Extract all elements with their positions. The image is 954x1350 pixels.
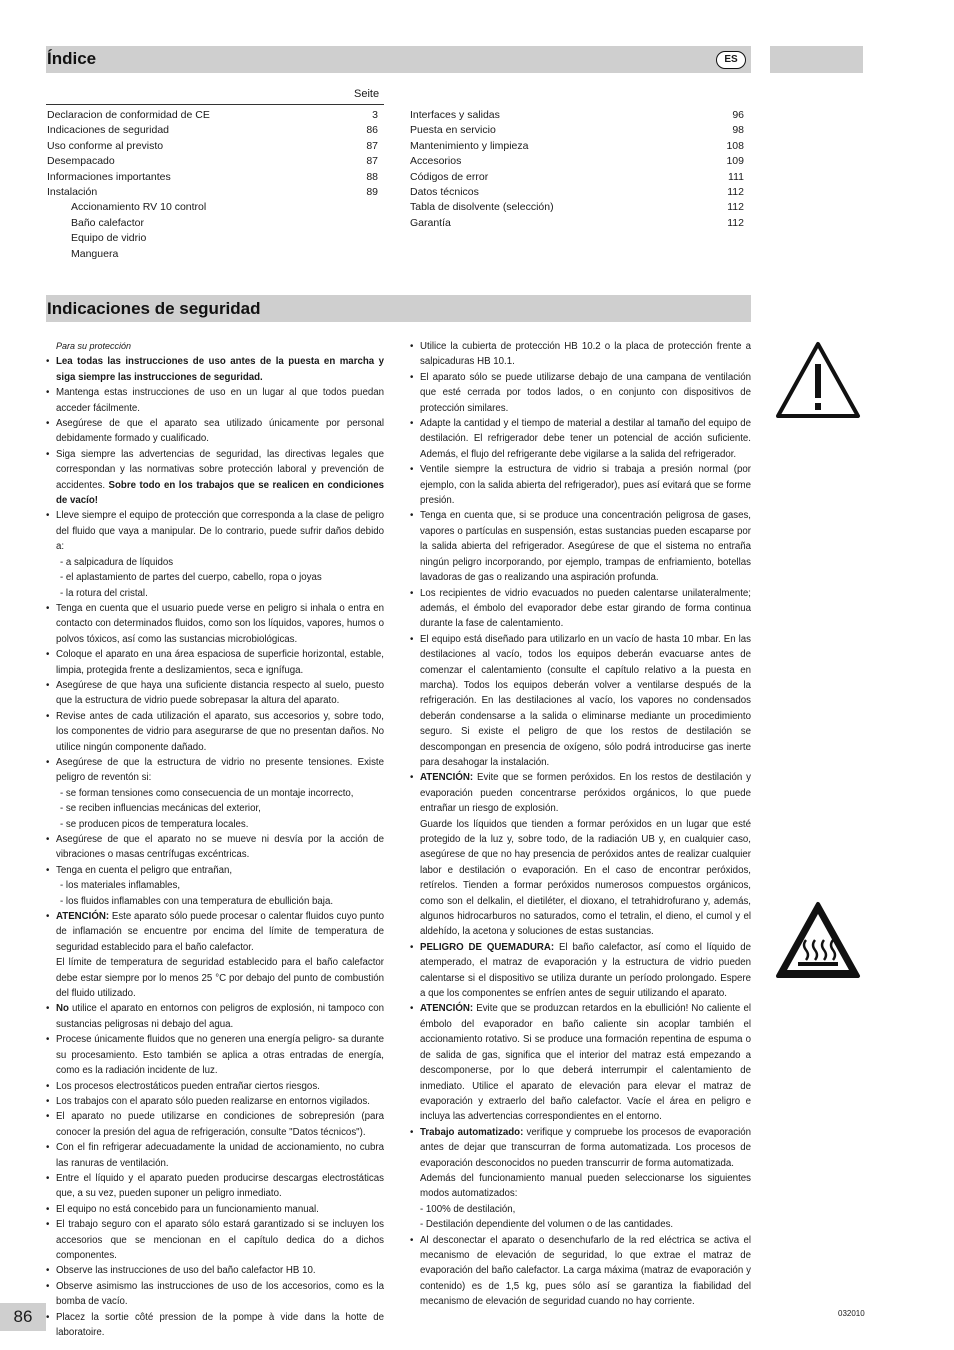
toc-entry-page: 87 [366, 155, 378, 168]
safety-paragraph [46, 786, 384, 801]
safety-paragraph [410, 1202, 751, 1217]
safety-paragraph [410, 1171, 751, 1202]
safety-paragraph [410, 1217, 751, 1232]
safety-text: El aparato no puede utilizarse en condiciones de sobrepresión (para conocer la presión del agua de refrigeración, consulte "Datos técnicos"). [56, 1111, 384, 1138]
toc-entry [410, 108, 744, 123]
safety-text: Coloque el aparato en una área espaciosa de superficie horizontal, estable, limpia, protegida frente a deslizamientos, seca e ignífuga. [56, 649, 384, 676]
toc-entry-label: Accesorios [410, 155, 462, 168]
toc-entry [47, 170, 378, 185]
safety-bullet [410, 370, 751, 416]
toc-entry-label: Tabla de disolvente (selección) [410, 201, 554, 214]
safety-text: El aparato sólo se puede utilizarse debajo de una campana de ventilación que esté cerrada por todos lados, o en conjunto con dispositivos de protección similares. [420, 371, 751, 414]
safety-bullet [46, 1171, 384, 1202]
toc-entry-page: 112 [727, 186, 744, 199]
safety-text: Asegúrese de que haya una suficiente distancia respecto al suelo, puesto que la estructura de vidrio puede sobrepasar la altura del aparato. [56, 679, 384, 707]
safety-text: - se forman tensiones como consecuencia de un montaje incorrecto, [60, 787, 354, 799]
safety-bullet [46, 1202, 384, 1217]
safety-text: Lleve siempre el equipo de protección que corresponda a la clase de peligro del fluido que vaya a manipular. De lo contrario, puede sufrir daños debido a: [56, 510, 384, 553]
for-protection-label: Para su protección [56, 341, 132, 351]
safety-text: utilice el aparato en entornos con peligros de explosión, ni tampoco con sustancias peligrosas ni debajo del agua. [56, 1003, 384, 1030]
safety-bullet [46, 863, 384, 878]
safety-bullet [46, 354, 384, 385]
safety-bullet [46, 1032, 384, 1078]
toc-entry-page: 112 [727, 201, 744, 214]
safety-text: Mantenga estas instrucciones de uso en un lugar al que todos puedan acceder fácilmente. [56, 387, 384, 414]
page-number: 86 [0, 1303, 46, 1331]
toc-entry [47, 216, 378, 231]
safety-emphasis: ATENCIÓN: [420, 1003, 474, 1015]
safety-text: Los trabajos con el aparato sólo pueden realizarse en entornos vigilados. [56, 1095, 370, 1107]
safety-title: Indicaciones de seguridad [47, 299, 261, 318]
toc-entry [47, 123, 378, 138]
language-badge: ES [716, 51, 746, 69]
index-title: Índice [47, 49, 97, 68]
safety-text: Entre el líquido y el aparato pueden producirse descargas electrostáticas que, a su vez, pueden suponer un peligro inmediato. [56, 1172, 384, 1200]
safety-text: Los procesos electrostáticos pueden entrañar ciertos riesgos. [56, 1080, 320, 1092]
safety-bullet [410, 1125, 751, 1171]
safety-right-column [410, 339, 751, 1310]
safety-text: - Destilación dependiente del volumen o de las cantidades. [420, 1219, 674, 1231]
safety-text: Asegúrese de que el aparato sea utilizado únicamente por personal debidamente formado y cualificado. [56, 418, 384, 445]
toc-entry-label: Equipo de vidrio [71, 232, 147, 245]
safety-text: Asegúrese de que el aparato no se mueve ni desvía por la acción de vibraciones o masas centrífugas excéntricas. [56, 834, 384, 861]
safety-bullet [410, 940, 751, 1002]
safety-bullet [410, 1001, 751, 1124]
toc-entry-label: Uso conforme al previsto [47, 139, 164, 152]
safety-text: Al desconectar el aparato o desenchufarlo de la red eléctrica se activa el mecanismo de elevación de seguridad, lo que extrae el matraz de evaporación del baño calefactor. La carga máxima (matraz de evaporación y contenido) es de 1,5 kg, pues sólo así se garantiza la fiabilidad del mecanismo de elevación de seguridad cuando no hay corriente. [420, 1234, 751, 1308]
toc-entry-label: Indicaciones de seguridad [47, 124, 170, 137]
safety-bullet [46, 1263, 384, 1278]
safety-text: Utilice la cubierta de protección HB 10.2 o la placa de protección frente a salpicaduras HB 10.1. [420, 341, 751, 368]
toc-entry-label: Accionamiento RV 10 control [71, 201, 207, 214]
safety-emphasis: PELIGRO DE QUEMADURA: [420, 941, 555, 953]
toc-entry [410, 139, 744, 154]
safety-bullet [46, 385, 384, 416]
safety-emphasis: No [56, 1003, 69, 1015]
safety-text: Evite que se produzcan retardos en la ebullición! No caliente el émbolo del evaporador en baño caliente sin acoplar también el accionamiento rotativo. Si se produce una formación repentina de espuma o de salida de gas, significa que el interior del matraz está empezando a descomponerse, por lo que deberá interrumpir el calentamiento de inmediato. Utilice el aparato de elevación para elevar el matraz de evaporación y extraerlo del baño calefactor. Vacíe el área en peligro e incluya las advertencias correspondientes en el entorno. [420, 1003, 751, 1123]
toc-entry [47, 185, 378, 200]
toc-entry [410, 185, 744, 200]
toc-entry-label: Garantía [410, 216, 451, 229]
safety-bullet [46, 508, 384, 554]
safety-text: Asegúrese de que la estructura de vidrio no presente tensiones. Existe peligro de reventón si: [56, 756, 384, 784]
safety-bullet [46, 1310, 384, 1341]
toc-entry-page: 109 [726, 155, 744, 168]
safety-bullet [410, 632, 751, 771]
safety-text: Placez la sortie côté pression de la pompe à vide dans la hotte de laboratoire. [56, 1311, 384, 1338]
safety-bullet [46, 416, 384, 447]
safety-bullet [46, 1109, 384, 1140]
safety-bullet [46, 909, 384, 955]
toc-page-column-header: Seite [354, 88, 380, 100]
safety-text: El equipo no está concebido para un funcionamiento manual. [56, 1203, 319, 1215]
safety-paragraph [46, 878, 384, 893]
safety-bullet [410, 416, 751, 462]
safety-text: - el aplastamiento de partes del cuerpo, cabello, ropa o joyas [60, 572, 322, 584]
safety-text: Ventile siempre la estructura de vidrio si trabaja a presión normal (por ejemplo, con la salida abierta del refrigerador), pues así evitará que se forme presión. [420, 464, 751, 507]
safety-paragraph [46, 801, 384, 816]
safety-bullet [46, 832, 384, 863]
safety-text: Tenga en cuenta que, si se produce una concentración peligrosa de gases, vapores o partículas en suspensión, estas sustancias pueden escaparse por la salida abierta del refrigerador. Asegúrese de que el sistema no entraña ningún peligro incorporando, por ejemplo, trampas de enfriamiento, botellas lavadoras de gas o realizando una aspiración profunda. [420, 510, 751, 584]
safety-text: El límite de temperatura de seguridad establecido para el baño calefactor debe estar siempre por lo menos 25 °C por debajo del punto de combustión del fluido utilizado. [56, 957, 384, 1000]
safety-paragraph [46, 555, 384, 570]
safety-bullet [46, 1217, 384, 1263]
safety-emphasis: Sobre todo en los trabajos que se realicen en condiciones de vacío! [56, 479, 385, 507]
warning-triangle-icon [774, 340, 862, 420]
toc-entry-page: 88 [366, 170, 378, 183]
safety-paragraph [410, 817, 751, 940]
safety-emphasis: ATENCIÓN: [420, 772, 474, 784]
toc-entry-label: Códigos de error [410, 170, 489, 183]
document-code: 032010 [838, 1309, 865, 1318]
safety-text: Siga siempre las advertencias de seguridad, las directivas legales que correspondan y las normativas sobre protección laboral y prevención de accidentes. [56, 448, 384, 491]
toc-entry-label: Datos técnicos [410, 186, 479, 199]
safety-bullet [410, 339, 751, 370]
safety-text: Este aparato sólo puede procesar o calentar fluidos cuyo punto de inflamación se encuentre por encima del límite de temperatura de seguridad establecido para el baño calefactor. [56, 911, 384, 953]
safety-text: Además del funcionamiento manual pueden seleccionarse los siguientes modos automatizados: [420, 1172, 751, 1200]
toc-entry [47, 247, 378, 262]
safety-bullet [46, 1001, 384, 1032]
toc-entry-page: 111 [728, 170, 744, 183]
toc-entry-label: Declaracion de conformidad de CE [47, 109, 210, 121]
toc-left-column [47, 108, 378, 262]
safety-text: - la rotura del cristal. [60, 587, 148, 599]
toc-entry [410, 154, 744, 169]
safety-text: - los materiales inflamables, [60, 880, 181, 892]
toc-entry-label: Informaciones importantes [47, 170, 171, 183]
toc-entry [47, 231, 378, 246]
safety-bullet [46, 1079, 384, 1094]
safety-bullet [46, 1094, 384, 1109]
toc-entry [410, 123, 744, 138]
safety-emphasis: Lea todas las instrucciones de uso antes de la puesta en marcha y siga siempre las instrucciones de seguridad. [56, 356, 384, 383]
safety-emphasis: Trabajo automatizado: [420, 1126, 524, 1138]
safety-text: El baño calefactor, así como el líquido de atemperado, el matraz de evaporación y la estructura de vidrio pueden calentarse si el dispositivo se utiliza durante un período prolongado. Espere a que los componentes se enfríen antes de seguir utilizando el aparato. [420, 941, 751, 1000]
toc-entry-page: 98 [732, 124, 744, 137]
toc-entry-label: Baño calefactor [71, 216, 144, 229]
safety-bullet [46, 678, 384, 709]
toc-entry-page: 86 [366, 124, 378, 137]
hot-surface-icon [774, 900, 862, 980]
toc-entry [47, 108, 378, 123]
safety-text: Los recipientes de vidrio evacuados no pueden calentarse unilateralmente; además, el émbolo del evaporador debe estar girando de forma continua durante la fase de calentamiento. [420, 587, 751, 630]
safety-text: verifique y compruebe los procesos de evaporación antes de dejar que transcurran de forma automatizada. Los procesos de evaporación desconocidos no pueden transcurrir de forma automatizada. [420, 1126, 751, 1169]
safety-paragraph [46, 570, 384, 585]
toc-rule [46, 104, 384, 105]
index-header-band [46, 46, 751, 73]
safety-bullet [46, 755, 384, 786]
safety-text: Guarde los líquidos que tienden a formar peróxidos en un lugar que esté protegido de la luz y, sobre todo, de la radiación UB y, en cualquier caso, asegúrese de que no hay presencia de peróxidos antes de realizar cualquier labor e destilación o evaporación. En el caso de encontrar peróxidos, retírelos. Tienden a formar peróxidos numerosos compuestos orgánicos, como son el delkalin, el dietiléter, el dioxano, el tetrahidrofurano y, además, algunos hidrocarburos no saturados, como el tetralin, el dieno, el cumol y el aldehído, la acetona y soluciones de estas sustancias. [420, 818, 751, 938]
safety-text: Revise antes de cada utilización el aparato, sus accesorios y, sobre todo, los componentes de vidrio para asegurarse de que no presentan daños. No utilice ningún componente dañado. [56, 710, 384, 753]
toc-entry-label: Mantenimiento y limpieza [410, 139, 529, 152]
safety-text: - a salpicadura de líquidos [60, 556, 174, 568]
safety-left-column [46, 339, 384, 1340]
safety-paragraph [46, 894, 384, 909]
toc-entry-page: 108 [726, 139, 744, 152]
safety-text: Evite que se formen peróxidos. En los restos de destilación y evaporación pueden concentrarse peróxidos orgánicos, lo que puede entrañar un riesgo de explosión. [420, 772, 751, 815]
toc-entry-page: 87 [366, 139, 378, 152]
safety-text: Tenga en cuenta que el usuario puede verse en peligro si inhala o entra en contacto con determinados fluidos, como son los líquidos, vapores, humos o polvos tóxicos, así como las sustancias microbiológicas. [56, 602, 384, 645]
safety-text: Con el fin refrigerar adecuadamente la unidad de accionamiento, no cubra las ranuras de ventilación. [56, 1142, 384, 1169]
safety-bullet [46, 1140, 384, 1171]
safety-text: Adapte la cantidad y el tiempo de material a destilar al tamaño del equipo de destilación. El refrigerador debe tener un potencial de acción suficiente. Además, el flujo del refrigerante debe vigilarse a la salida del refrigerador. [420, 418, 751, 460]
safety-paragraph [46, 817, 384, 832]
safety-text: Observe asimismo las instrucciones de uso de los accesorios, como es la bomba de vacío. [56, 1280, 384, 1308]
toc-entry-page: 89 [366, 186, 378, 199]
safety-bullet [410, 462, 751, 508]
toc-entry-label: Desempacado [47, 155, 115, 168]
safety-text: - se producen picos de temperatura locales. [60, 818, 249, 830]
toc-right-column [410, 108, 744, 231]
toc-entry [47, 139, 378, 154]
safety-emphasis: ATENCIÓN: [56, 911, 110, 923]
toc-entry-page: 3 [372, 109, 378, 121]
safety-text: El trabajo seguro con el aparato sólo estará garantizado si se incluyen los accesorios que se mencionan en el capítulo dedica do a dichos componentes. [56, 1219, 384, 1261]
index-header-side-band [770, 46, 863, 73]
toc-entry [410, 170, 744, 185]
safety-bullet [410, 508, 751, 585]
safety-bullet [46, 709, 384, 755]
safety-bullet [410, 586, 751, 632]
safety-text: Tenga en cuenta el peligro que entrañan, [56, 864, 233, 876]
safety-bullet [46, 1279, 384, 1310]
safety-text: El equipo está diseñado para utilizarlo en un vacío de hasta 10 mbar. En las destilaciones al vacío, todos los equipos deberán evacuarse antes de comenzar el calentamiento (consulte el capítulo relativo a la puesta en marcha). Todos los equipos deberán volver a ventilarse después de la refrigeración. En las destilaciones al vacío, los vapores no condensados deberán condensarse a la salida o eliminarse mediante un procedimiento seguro. Si existe el peligro de que los restos de destilación se descompongan en presencia de oxígeno, sólo podrá introducirse gas inerte para desahogar la instalación. [420, 633, 751, 768]
safety-bullet [46, 601, 384, 647]
toc-entry [410, 200, 744, 215]
toc-entry [410, 216, 744, 231]
safety-text: - los fluidos inflamables con una temperatura de ebullición baja. [60, 895, 334, 907]
toc-entry-label: Interfaces y salidas [410, 109, 500, 121]
safety-text: - se reciben influencias mecánicas del exterior, [60, 803, 261, 815]
toc-entry-label: Manguera [71, 247, 119, 260]
safety-bullet [46, 447, 384, 509]
safety-text: - 100% de destilación, [420, 1203, 516, 1215]
toc-entry-page: 96 [732, 109, 744, 121]
toc-entry-label: Puesta en servicio [410, 124, 496, 137]
safety-paragraph [46, 586, 384, 601]
toc-entry-page: 112 [727, 216, 744, 229]
toc-entry-label: Instalación [47, 186, 98, 199]
safety-bullet [46, 647, 384, 678]
safety-bullet [410, 770, 751, 816]
safety-bullet [410, 1233, 751, 1310]
safety-paragraph [46, 955, 384, 1001]
safety-text: Observe las instrucciones de uso del baño calefactor HB 10. [56, 1265, 316, 1277]
toc-entry [47, 200, 378, 215]
safety-text: Procese únicamente fluidos que no generen una energía peligro- sa durante su procesamiento. Esto también se aplica a otras entradas de energía, como es la radiación incidente de luz. [56, 1034, 384, 1077]
toc-entry [47, 154, 378, 169]
